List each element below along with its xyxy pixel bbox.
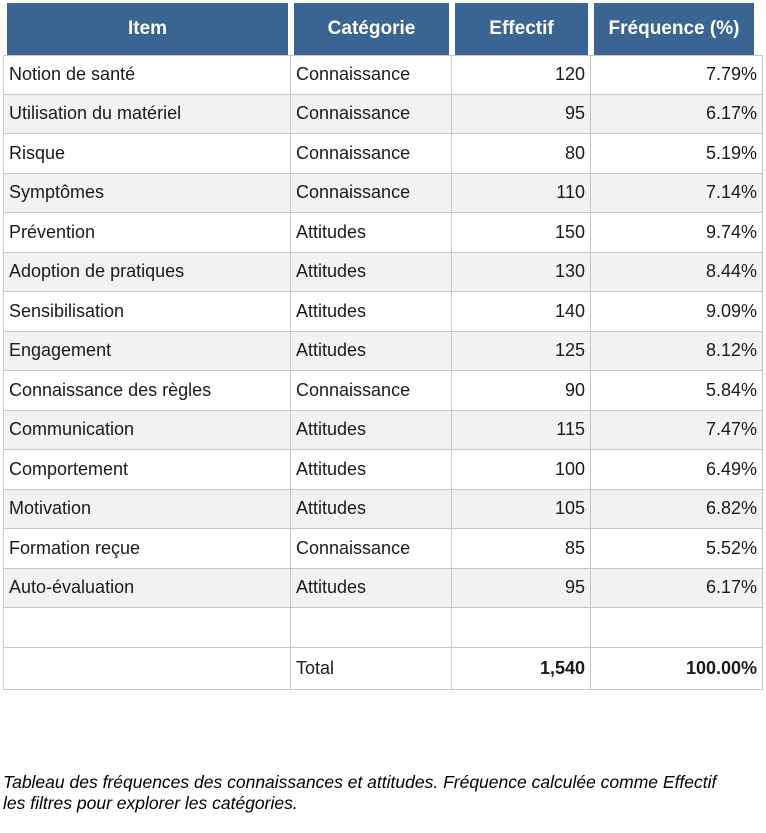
cell-empty xyxy=(591,608,763,648)
cell-effectif: 125 xyxy=(452,332,591,372)
cell-effectif: 95 xyxy=(452,95,591,135)
cell-frequence: 8.44% xyxy=(591,253,763,293)
total-frequence: 100.00% xyxy=(591,648,763,690)
cell-item: Motivation xyxy=(3,490,291,530)
cell-effectif: 85 xyxy=(452,529,591,569)
cell-categorie: Connaissance xyxy=(291,55,452,95)
cell-empty xyxy=(3,608,291,648)
cell-frequence: 7.79% xyxy=(591,55,763,95)
cell-effectif: 90 xyxy=(452,371,591,411)
cell-categorie: Attitudes xyxy=(291,253,452,293)
cell-effectif: 130 xyxy=(452,253,591,293)
cell-categorie: Connaissance xyxy=(291,95,452,135)
cell-effectif: 105 xyxy=(452,490,591,530)
page xyxy=(0,3,766,833)
cell-categorie: Connaissance xyxy=(291,174,452,214)
cell-categorie: Connaissance xyxy=(291,371,452,411)
cell-categorie: Connaissance xyxy=(291,134,452,174)
cell-frequence: 9.74% xyxy=(591,213,763,253)
column-header-effectif: Effectif xyxy=(452,3,591,55)
cell-empty xyxy=(452,608,591,648)
column-header-frequence: Fréquence (%) xyxy=(591,3,763,55)
cell-item: Symptômes xyxy=(3,174,291,214)
table-row xyxy=(3,569,763,609)
table-row xyxy=(3,174,763,214)
total-effectif: 1,540 xyxy=(452,648,591,690)
table-row xyxy=(3,134,763,174)
cell-effectif: 110 xyxy=(452,174,591,214)
cell-effectif: 115 xyxy=(452,411,591,451)
table-row xyxy=(3,55,763,95)
table-row xyxy=(3,253,763,293)
table-row xyxy=(3,332,763,372)
cell-item: Risque xyxy=(3,134,291,174)
cell-categorie: Attitudes xyxy=(291,292,452,332)
cell-effectif: 100 xyxy=(452,450,591,490)
cell-frequence: 6.49% xyxy=(591,450,763,490)
frequency-table xyxy=(3,3,763,690)
cell-categorie: Attitudes xyxy=(291,411,452,451)
cell-item: Communication xyxy=(3,411,291,451)
caption-line-2: les filtres pour explorer les catégories. xyxy=(3,793,298,813)
cell-categorie: Attitudes xyxy=(291,213,452,253)
cell-categorie: Attitudes xyxy=(291,490,452,530)
total-label: Total xyxy=(291,648,452,690)
cell-frequence: 9.09% xyxy=(591,292,763,332)
cell-categorie: Attitudes xyxy=(291,450,452,490)
cell-effectif: 80 xyxy=(452,134,591,174)
cell-item: Notion de santé xyxy=(3,55,291,95)
cell-categorie: Attitudes xyxy=(291,569,452,609)
table-row xyxy=(3,529,763,569)
cell-frequence: 6.17% xyxy=(591,95,763,135)
table-row xyxy=(3,411,763,451)
cell-frequence: 5.52% xyxy=(591,529,763,569)
cell-item: Formation reçue xyxy=(3,529,291,569)
cell-effectif: 95 xyxy=(452,569,591,609)
cell-empty xyxy=(3,648,291,690)
table-row xyxy=(3,450,763,490)
table-row xyxy=(3,95,763,135)
cell-item: Connaissance des règles xyxy=(3,371,291,411)
cell-item: Prévention xyxy=(3,213,291,253)
table-caption xyxy=(3,772,766,814)
cell-effectif: 120 xyxy=(452,55,591,95)
header-row xyxy=(3,3,763,55)
empty-row xyxy=(3,608,763,648)
cell-item: Engagement xyxy=(3,332,291,372)
cell-item: Comportement xyxy=(3,450,291,490)
cell-item: Sensibilisation xyxy=(3,292,291,332)
cell-empty xyxy=(291,608,452,648)
cell-frequence: 7.47% xyxy=(591,411,763,451)
cell-effectif: 140 xyxy=(452,292,591,332)
cell-categorie: Connaissance xyxy=(291,529,452,569)
table-header xyxy=(3,3,763,55)
column-header-categorie: Catégorie xyxy=(291,3,452,55)
cell-frequence: 5.19% xyxy=(591,134,763,174)
cell-effectif: 150 xyxy=(452,213,591,253)
cell-frequence: 6.82% xyxy=(591,490,763,530)
table-row xyxy=(3,490,763,530)
cell-categorie: Attitudes xyxy=(291,332,452,372)
cell-item: Adoption de pratiques xyxy=(3,253,291,293)
total-row xyxy=(3,648,763,690)
column-header-item: Item xyxy=(3,3,291,55)
caption-line-1: Tableau des fréquences des connaissances et attitudes. Fréquence calculée comme Effectif xyxy=(3,772,717,792)
table-body xyxy=(3,55,763,690)
cell-frequence: 6.17% xyxy=(591,569,763,609)
cell-item: Auto-évaluation xyxy=(3,569,291,609)
cell-item: Utilisation du matériel xyxy=(3,95,291,135)
table-row xyxy=(3,213,763,253)
table-row xyxy=(3,292,763,332)
cell-frequence: 8.12% xyxy=(591,332,763,372)
cell-frequence: 7.14% xyxy=(591,174,763,214)
table-row xyxy=(3,371,763,411)
cell-frequence: 5.84% xyxy=(591,371,763,411)
